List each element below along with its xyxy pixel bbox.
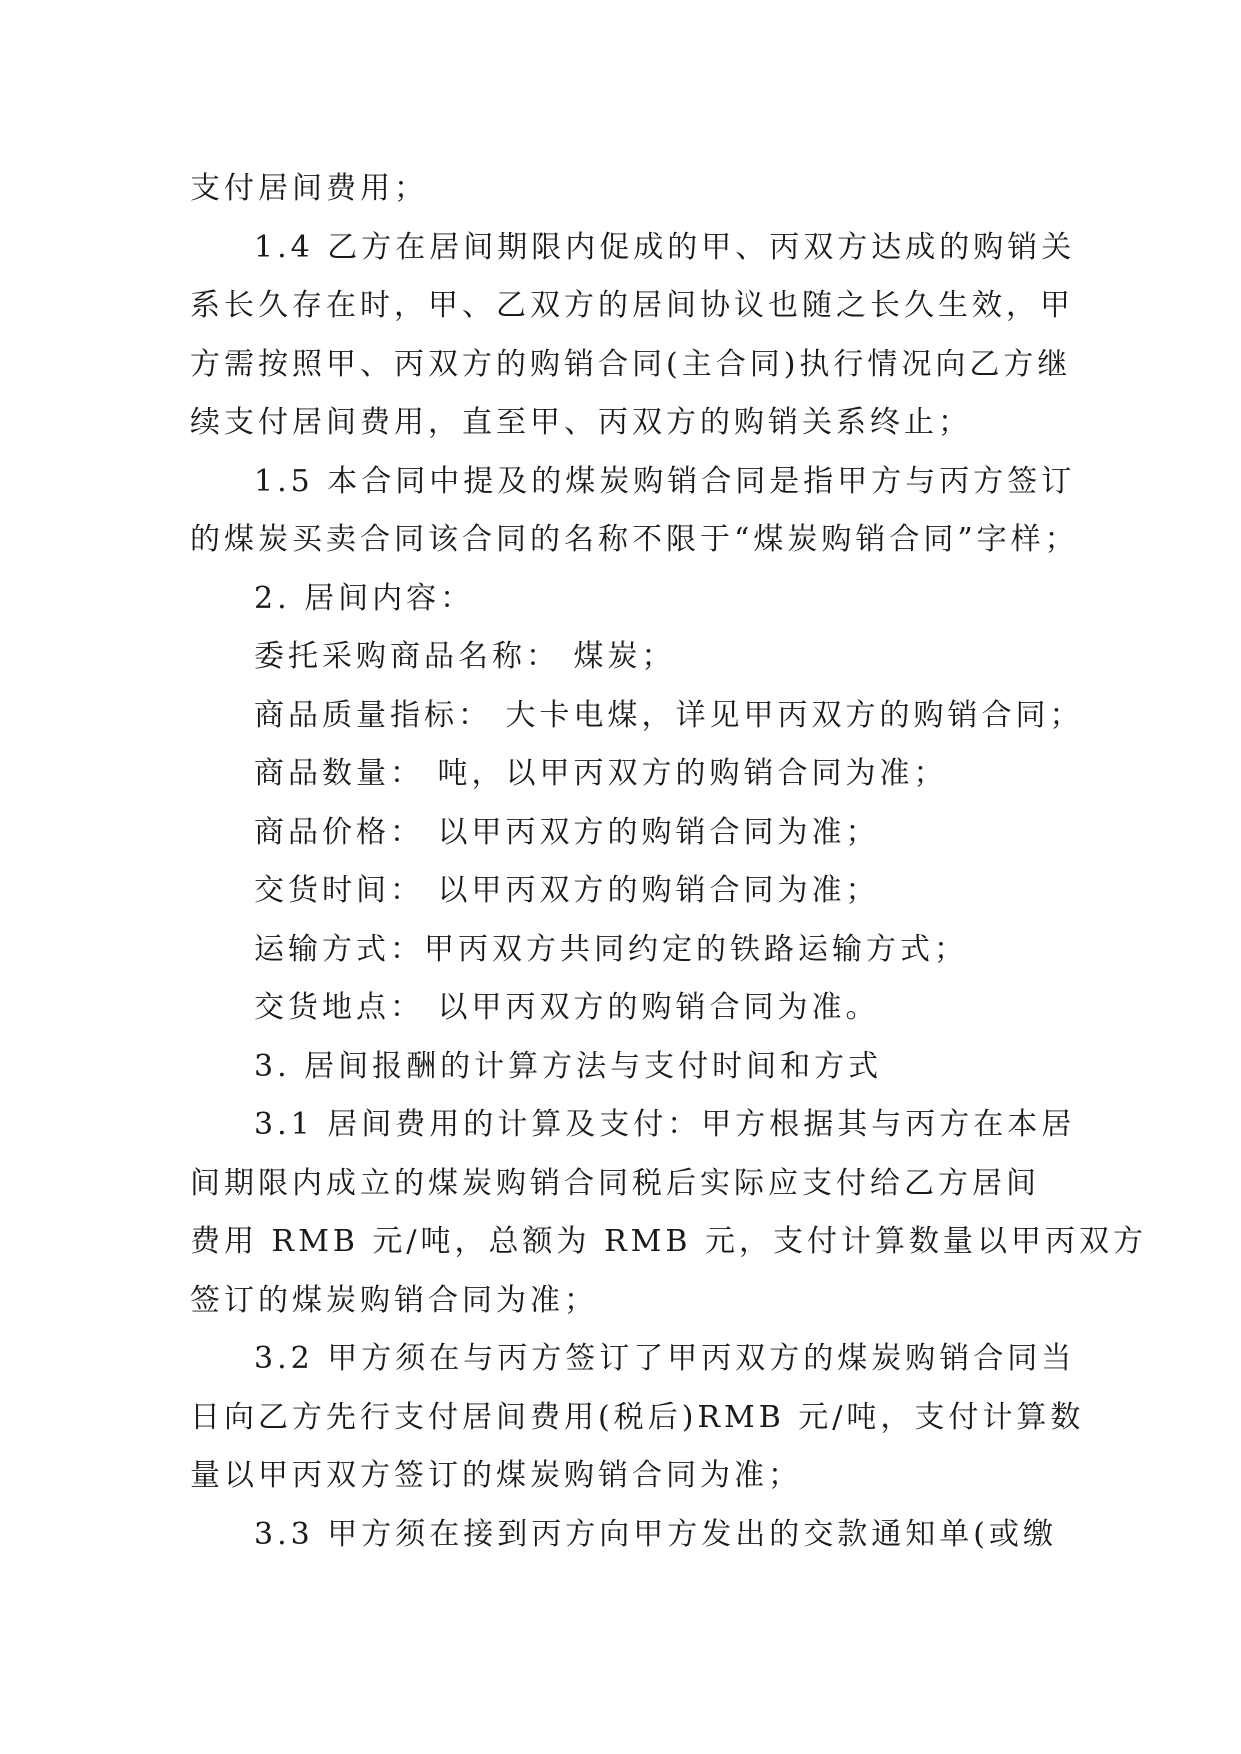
text-line: 的煤炭买卖合同该合同的名称不限于“煤炭购销合同”字样； <box>190 522 1079 557</box>
document-body <box>190 160 1147 1564</box>
text-line: 费用 RMB 元/吨，总额为 RMB 元，支付计算数量以甲丙双方 <box>190 1224 1147 1259</box>
text-line: 商品数量： 吨，以甲丙双方的购销合同为准； <box>254 756 948 791</box>
text-line: 交货地点： 以甲丙双方的购销合同为准。 <box>254 990 880 1025</box>
text-line: 3.2 甲方须在与丙方签订了甲丙双方的煤炭购销合同当 <box>254 1341 1076 1376</box>
text-line: 量以甲丙双方签订的煤炭购销合同为准； <box>190 1458 802 1493</box>
text-line: 间期限内成立的煤炭购销合同税后实际应支付给乙方居间 <box>190 1165 1040 1201</box>
text-line: 交货时间： 以甲丙双方的购销合同为准； <box>254 873 880 908</box>
text-line: 1.5 本合同中提及的煤炭购销合同是指甲方与丙方签订 <box>254 463 1076 499</box>
text-line: 3.3 甲方须在接到丙方向甲方发出的交款通知单(或缴 <box>254 1516 1057 1552</box>
text-line: 方需按照甲、丙双方的购销合同(主合同)执行情况向乙方继 <box>190 346 1072 382</box>
section-heading: 2. 居间内容： <box>254 580 475 616</box>
text-line: 续支付居间费用，直至甲、丙双方的购销关系终止； <box>190 405 972 440</box>
text-line: 支付居间费用； <box>190 171 428 206</box>
text-line: 商品质量指标： 大卡电煤，详见甲丙双方的购销合同； <box>254 697 1084 733</box>
section-heading: 3. 居间报酬的计算方法与支付时间和方式 <box>254 1048 883 1084</box>
text-line: 签订的煤炭购销合同为准； <box>190 1282 598 1318</box>
text-line: 3.1 居间费用的计算及支付：甲方根据其与丙方在本居 <box>254 1107 1076 1142</box>
text-line: 1.4 乙方在居间期限内促成的甲、丙双方达成的购销关 <box>254 229 1076 265</box>
text-line: 商品价格： 以甲丙双方的购销合同为准； <box>254 814 880 850</box>
text-line: 运输方式：甲丙双方共同约定的铁路运输方式； <box>254 931 968 967</box>
text-line: 日向乙方先行支付居间费用(税后)RMB 元/吨，支付计算数 <box>190 1399 1085 1435</box>
text-line: 委托采购商品名称： 煤炭； <box>254 639 676 674</box>
text-line: 系长久存在时，甲、乙双方的居间协议也随之长久生效，甲 <box>190 288 1074 323</box>
